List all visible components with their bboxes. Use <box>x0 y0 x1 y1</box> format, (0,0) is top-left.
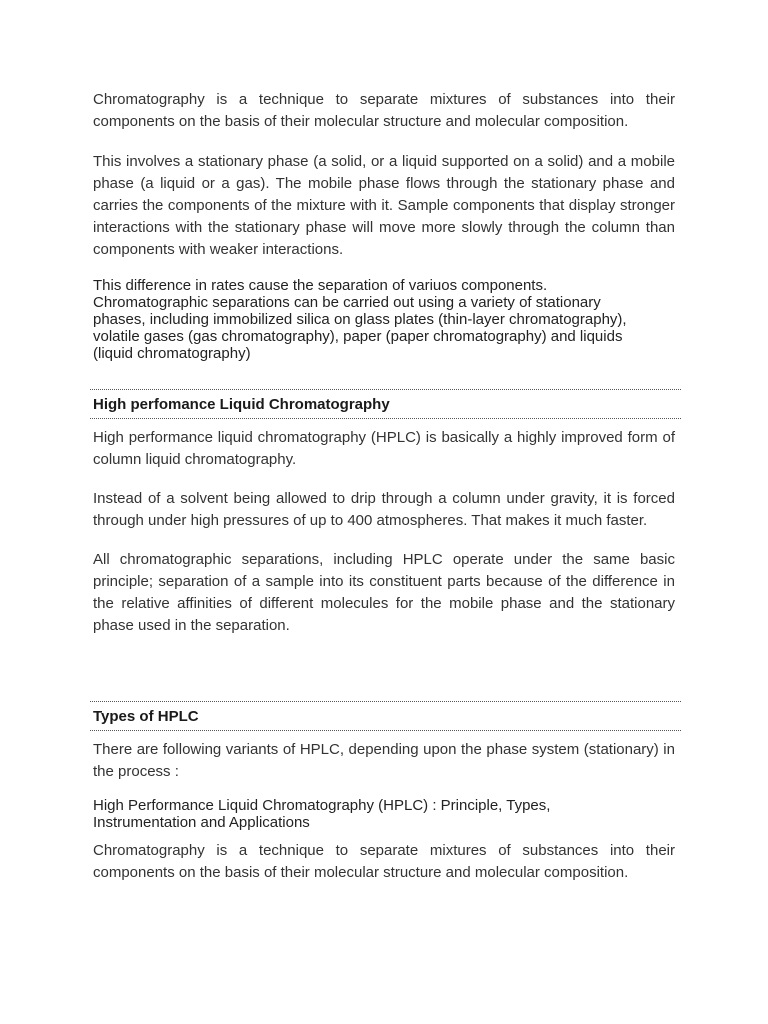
intro-paragraph-2: This involves a stationary phase (a solid, or a liquid supported on a solid) and a mobile phase (a liquid or a gas). The mobile phase flows through the stationary phase and carries the components of the mixture with it. Sample components that display stronger interactions with the stationary phase will move more slowly through the column than components with weaker interactions. <box>93 153 675 258</box>
hplc-heading-block <box>90 389 681 419</box>
types-paragraph-2: Chromatography is a technique to separate mixtures of substances into their components on the basis of their molecular structure and molecular composition. <box>93 842 675 881</box>
hplc-paragraph-1: High performance liquid chromatography (HPLC) is basically a highly improved form of column liquid chromatography. <box>93 429 675 468</box>
hplc-section-heading: High perfomance Liquid Chromatography <box>93 396 390 413</box>
hplc-paragraph-2: Instead of a solvent being allowed to drip through a column under gravity, it is forced through under high pressures of up to 400 atmospheres. That makes it much faster. <box>93 490 675 529</box>
types-subtitle: High Performance Liquid Chromatography (HPLC) : Principle, Types, Instrumentation and Applications <box>93 797 551 831</box>
types-paragraph-1: There are following variants of HPLC, depending upon the phase system (stationary) in the process : <box>93 741 675 780</box>
intro-paragraph-3 <box>93 277 675 362</box>
types-heading-block <box>90 701 681 731</box>
types-section-heading: Types of HPLC <box>93 708 199 725</box>
hplc-paragraph-3: All chromatographic separations, including HPLC operate under the same basic principle; separation of a sample into its constituent parts because of the difference in the relative affinities of different molecules for the mobile phase and the stationary phase used in the separation. <box>93 551 675 634</box>
document-body <box>93 89 675 884</box>
intro-paragraph-1: Chromatography is a technique to separate mixtures of substances into their components on the basis of their molecular structure and molecular composition. <box>93 91 675 130</box>
intro-paragraph-3-line-1: This difference in rates cause the separation of variuos components. <box>93 277 548 294</box>
intro-paragraph-3-line-2: Chromatographic separations can be carried out using a variety of stationary phases, including immobilized silica on glass plates (thin-layer chromatography), volatile gases (gas chromatography), paper (paper chromatography) and liquids (liquid chromatography) <box>93 294 627 362</box>
